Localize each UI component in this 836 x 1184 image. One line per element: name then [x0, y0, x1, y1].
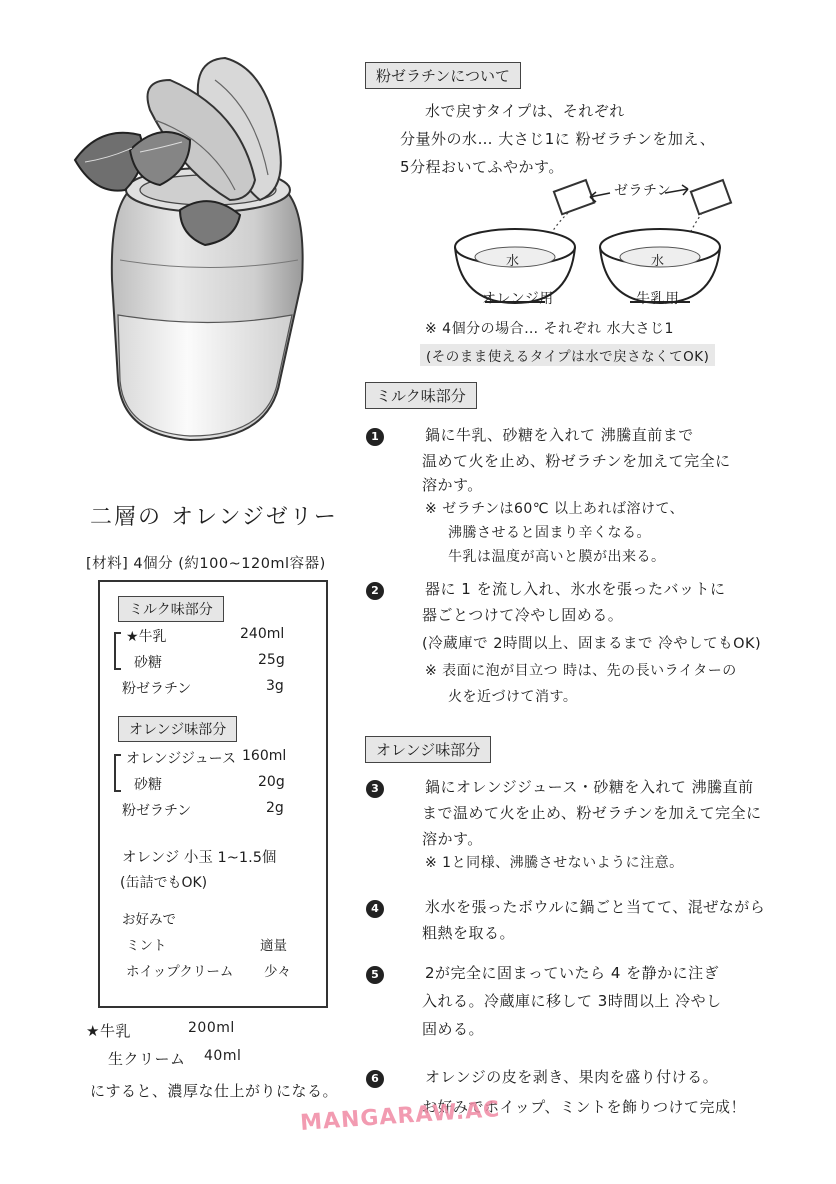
ingredient-orange-fruit: オレンジ 小玉 1~1.5個	[122, 850, 277, 866]
step-number-3: 3	[366, 780, 384, 798]
step-1-line-5: 沸騰させると固まり辛くなる。	[448, 525, 651, 541]
footnote-milk-name: ★牛乳	[86, 1022, 131, 1040]
gelatin-section-tag: 粉ゼラチンについて	[365, 62, 521, 89]
step-3-line-3: 溶かす。	[422, 830, 483, 848]
jelly-jar-illustration	[40, 40, 360, 480]
watermark: MANGARAW.AC	[299, 1097, 502, 1136]
step-4-line-2: 粗熱を取る。	[422, 924, 516, 942]
gelatin-line-1: 水で戻すタイプは、それぞれ	[425, 102, 625, 120]
ingredient-milk-amount: 240ml	[240, 626, 285, 642]
step-number-5: 5	[366, 966, 384, 984]
step-1-line-3: 溶かす。	[422, 476, 483, 494]
step-2-line-3: (冷蔵庫で 2時間以上、固まるまで 冷やしてもOK)	[422, 636, 762, 652]
step-2-line-5: 火を近づけて消す。	[448, 689, 578, 705]
orange-section-tag: オレンジ味部分	[365, 736, 491, 763]
ingredient-orange-fruit-note: (缶詰でもOK)	[120, 875, 208, 891]
step-6-line-1: オレンジの皮を剥き、果肉を盛り付ける。	[425, 1068, 719, 1086]
ingredient-orange-juice-amount: 160ml	[242, 748, 287, 764]
water-label-left: 水	[506, 254, 520, 269]
ingredients-box	[98, 580, 328, 1008]
ingredient-gelatin-name: 粉ゼラチン	[122, 681, 192, 697]
step-5-line-1: 2が完全に固まっていたら 4 を静かに注ぎ	[425, 964, 720, 982]
ingredient-sugar-name: 砂糖	[134, 655, 162, 671]
optional-label: お好みで	[122, 912, 176, 928]
step-6-line-2: お好みでホイップ、ミントを飾りつけて完成！	[422, 1098, 747, 1116]
ingredient-gelatin-amount: 3g	[266, 678, 284, 694]
ingredient-orange-gelatin-amount: 2g	[266, 800, 284, 816]
materials-header: [材料] 4個分 (約100~120ml容器)	[86, 556, 326, 572]
step-2-line-1: 器に 1 を流し入れ、氷水を張ったバットに	[425, 580, 726, 598]
gelatin-note-1: ※ 4個分の場合… それぞれ 水大さじ1	[425, 321, 674, 337]
step-2-line-2: 器ごとつけて冷やし固める。	[422, 606, 624, 624]
optional-whip-amount: 少々	[264, 964, 291, 980]
step-number-1: 1	[366, 428, 384, 446]
step-1-line-1: 鍋に牛乳、砂糖を入れて 沸騰直前まで	[425, 426, 694, 444]
footnote-result: にすると、濃厚な仕上がりになる。	[90, 1082, 339, 1100]
ingredient-orange-gelatin-name: 粉ゼラチン	[122, 803, 192, 819]
orange-items-bracket	[114, 754, 121, 792]
step-number-4: 4	[366, 900, 384, 918]
ingredients-milk-tag: ミルク味部分	[118, 596, 224, 622]
milk-items-bracket	[114, 632, 121, 670]
footnote-milk-amount: 200ml	[188, 1020, 235, 1036]
ingredient-sugar-amount: 25g	[258, 652, 285, 668]
gelatin-line-2: 分量外の水… 大さじ1に 粉ゼラチンを加え、	[400, 130, 716, 148]
water-label-right: 水	[651, 254, 665, 269]
step-3-line-2: まで温めて火を止め、粉ゼラチンを加えて完全に	[422, 804, 762, 822]
step-number-6: 6	[366, 1070, 384, 1088]
step-1-line-6: 牛乳は温度が高いと膜が出来る。	[448, 549, 666, 565]
ingredients-orange-tag: オレンジ味部分	[118, 716, 237, 742]
ingredient-milk-name: ★牛乳	[126, 629, 167, 645]
optional-mint-amount: 適量	[260, 938, 287, 954]
bowl-label-milk: 牛乳用	[636, 291, 680, 307]
footnote-cream-name: 生クリーム	[108, 1050, 186, 1068]
milk-section-tag: ミルク味部分	[365, 382, 477, 409]
ingredient-orange-juice-name: オレンジジュース	[126, 751, 236, 767]
step-5-line-3: 固める。	[422, 1020, 485, 1038]
gelatin-packet-label: ゼラチン	[614, 183, 672, 199]
recipe-title: 二層の オレンジゼリー	[90, 505, 338, 530]
step-4-line-1: 氷水を張ったボウルに鍋ごと当てて、混ぜながら	[425, 898, 766, 916]
ingredient-orange-sugar-name: 砂糖	[134, 777, 162, 793]
step-2-line-4: ※ 表面に泡が目立つ 時は、先の長いライターの	[425, 663, 737, 679]
optional-mint-name: ミント	[126, 938, 167, 954]
step-3-line-4: ※ 1と同様、沸騰させないように注意。	[425, 855, 684, 871]
ingredient-orange-sugar-amount: 20g	[258, 774, 285, 790]
gelatin-note-2: (そのまま使えるタイプは水で戻さなくてOK)	[420, 344, 715, 366]
gelatin-line-3: 5分程おいてふやかす。	[400, 158, 564, 176]
footnote-cream-amount: 40ml	[204, 1048, 242, 1064]
step-1-line-2: 温めて火を止め、粉ゼラチンを加えて完全に	[422, 452, 731, 470]
step-number-2: 2	[366, 582, 384, 600]
bowl-label-orange: オレンジ用	[482, 291, 554, 307]
step-1-line-4: ※ ゼラチンは60℃ 以上あれば溶けて、	[425, 501, 685, 517]
step-5-line-2: 入れる。冷蔵庫に移して 3時間以上 冷やし	[422, 992, 722, 1010]
optional-whip-name: ホイップクリーム	[126, 964, 234, 980]
step-3-line-1: 鍋にオレンジジュース・砂糖を入れて 沸騰直前	[425, 778, 754, 796]
